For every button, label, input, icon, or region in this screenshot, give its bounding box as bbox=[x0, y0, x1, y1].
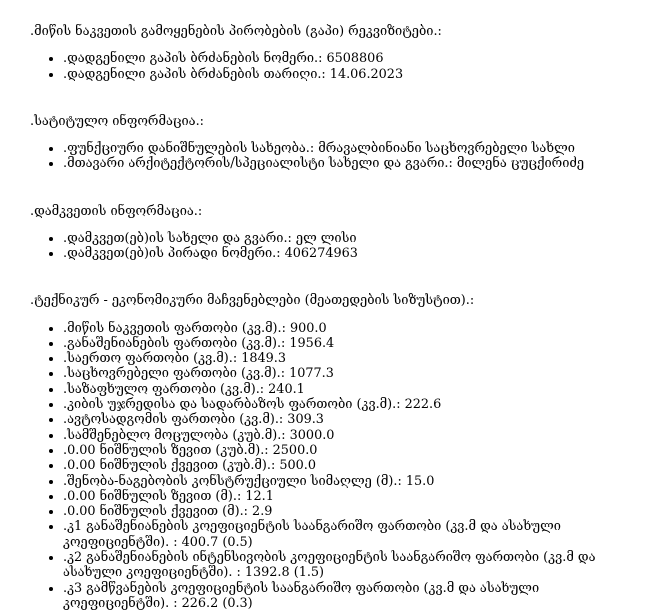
list-item: • .საზაფხულო ფართობი (კვ.მ).: 240.1 bbox=[63, 382, 627, 397]
list-item: • .შენობა-ნაგებობის კონსტრუქციული სიმაღლე (მ).: 15.0 bbox=[63, 474, 627, 489]
list-item: • .0.00 ნიშნულის ზევით (მ).: 12.1 bbox=[63, 489, 627, 504]
list-item: • .მიწის ნაკვეთის ფართობი (კვ.მ).: 900.0 bbox=[63, 321, 627, 336]
list-item: • .კიბის უჯრედისა და სადარბაზოს ფართობი (კვ.მ).: 222.6 bbox=[63, 397, 627, 412]
section-list bbox=[30, 141, 627, 172]
list-item: • .კ3 გამწვანების კოეფიციენტის საანგარიშო ფართობი (კვ.მ და ასახული კოეფიციენტში). : 226.2 (0.3) bbox=[63, 581, 627, 612]
section-list bbox=[30, 231, 627, 262]
section-title: .დამკვეთის ინფორმაცია.: bbox=[30, 203, 203, 219]
section-list bbox=[30, 51, 627, 82]
document-section bbox=[30, 114, 627, 172]
list-item: • .ავტოსადგომის ფართობი (კვ.მ).: 309.3 bbox=[63, 412, 627, 427]
list-item: • .დამკვეთ(ებ)ის პირადი ნომერი.: 406274963 bbox=[63, 246, 627, 261]
document-section bbox=[30, 204, 627, 262]
list-item: • .განაშენიანების ფართობი (კვ.მ).: 1956.4 bbox=[63, 336, 627, 351]
list-item: • .დადგენილი გაპის ბრძანების ნომერი.: 6508806 bbox=[63, 51, 627, 66]
section-list bbox=[30, 321, 627, 612]
list-item: • .ფუნქციური დანიშნულების სახეობა.: მრავალბინიანი საცხოვრებელი სახლი bbox=[63, 141, 627, 156]
section-title: .მიწის ნაკვეთის გამოყენების პირობების (გაპი) რეკვიზიტები.: bbox=[30, 24, 442, 39]
section-title: .ტექნიკურ - ეკონომიკური მაჩვენებლები (მეათედების სიზუსტით).: bbox=[30, 293, 475, 309]
list-item: • .კ1 განაშენიანების კოეფიციენტის საანგარიშო ფართობი (კვ.მ და ასახული კოეფიციენტში). : 400.7 (0.5) bbox=[63, 519, 627, 550]
list-item: • .დადგენილი გაპის ბრძანების თარიღი.: 14.06.2023 bbox=[63, 67, 627, 82]
section-title: .სატიტულო ინფორმაცია.: bbox=[30, 113, 204, 129]
list-item: • .საერთო ფართობი (კვ.მ).: 1849.3 bbox=[63, 351, 627, 366]
document-section bbox=[30, 24, 627, 82]
list-item: • .0.00 ნიშნულის ზევით (კუბ.მ).: 2500.0 bbox=[63, 443, 627, 458]
list-item: • .0.00 ნიშნულის ქვევით (კუბ.მ).: 500.0 bbox=[63, 458, 627, 473]
list-item: • .მთავარი არქიტექტორის/სპეციალისტი სახელი და გვარი.: მილენა ცუცქირიძე bbox=[63, 156, 627, 171]
list-item: • .სამშენებლო მოცულობა (კუბ.მ).: 3000.0 bbox=[63, 428, 627, 443]
list-item: • .კ2 განაშენიანების ინტენსივობის კოეფიციენტის საანგარიშო ფართობი (კვ.მ და ასახული კოეფიციენტში). : 1392.8 (1.5) bbox=[63, 550, 627, 581]
document-section bbox=[30, 293, 627, 611]
list-item: • .დამკვეთ(ებ)ის სახელი და გვარი.: ელ ლისი bbox=[63, 231, 627, 246]
list-item: • .საცხოვრებელი ფართობი (კვ.მ).: 1077.3 bbox=[63, 366, 627, 381]
list-item: • .0.00 ნიშნულის ქვევით (მ).: 2.9 bbox=[63, 504, 627, 519]
